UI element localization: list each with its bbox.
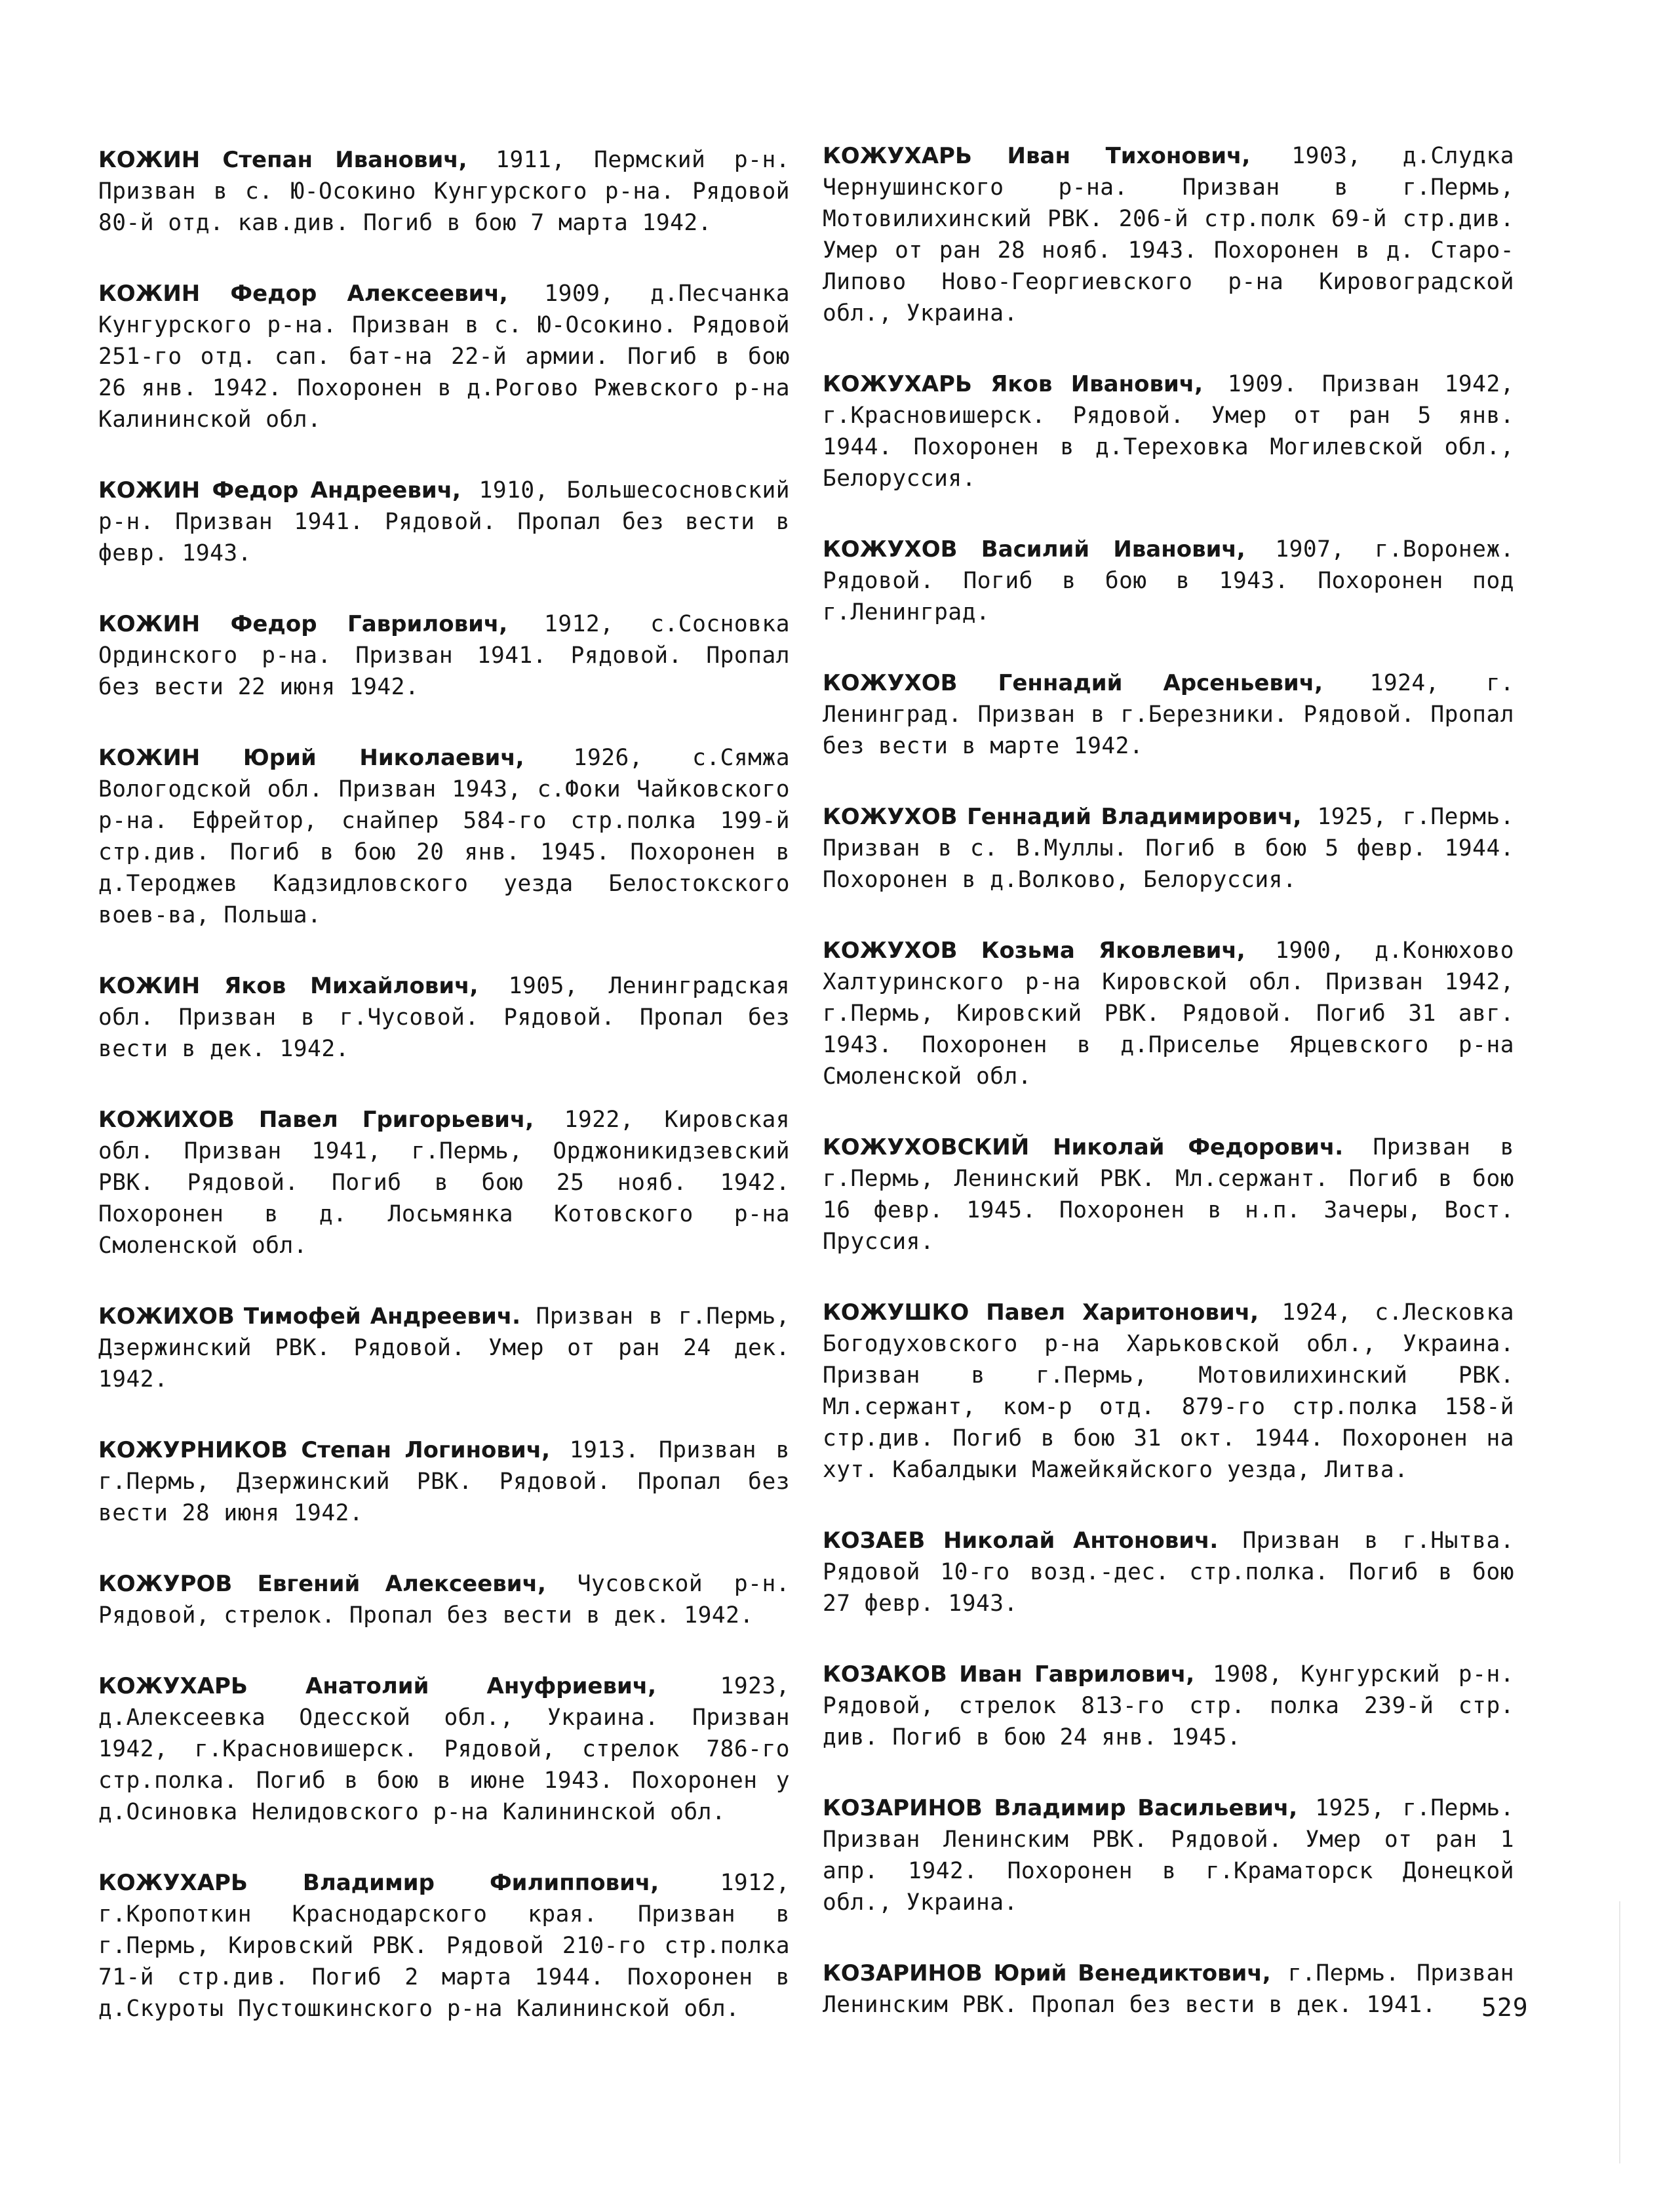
entry-name: КОЖУХОВ Геннадий Арсеньевич, bbox=[823, 670, 1323, 696]
entry-name: КОЖУХАРЬ Иван Тихонович, bbox=[823, 143, 1251, 169]
scan-margin-line bbox=[1619, 1901, 1620, 2163]
entry-text: 1910, Большесосновский р-н. Призван 1941. Рядовой. Пропал без вести в февр. 1943. bbox=[98, 477, 790, 566]
entry-text: 1924, с.Лесковка Богодуховского р-на Харьковской обл., Украина. Призван в г.Пермь, Мотовилихинский РВК. Мл.сержант, ком-р отд. 879-го стр.полка 158-й стр.див. Погиб в бою 31 окт. 1944. Похоронен на хут. Кабалдыки Мажейкяйского уезда, Литва. bbox=[823, 1299, 1514, 1483]
entry bbox=[98, 1670, 790, 1828]
entry bbox=[823, 1792, 1514, 1918]
entry-text: Призван в г.Нытва. Рядовой 10-го возд.-дес. стр.полка. Погиб в бою 27 февр. 1943. bbox=[823, 1528, 1514, 1617]
entry-name: КОЖИН Яков Михайлович, bbox=[98, 973, 479, 999]
entry-name: КОЖИН Федор Гаврилович, bbox=[98, 611, 508, 637]
entry-name: КОЗАЕВ Николай Антонович. bbox=[823, 1528, 1219, 1554]
entry-text: 1923, д.Алексеевка Одесской обл., Украина. Призван 1942, г.Красновишерск. Рядовой, стрелок 786-го стр.полка. Погиб в бою в июне 1943. Похоронен у д.Осиновка Нелидовского р-на Калининской обл. bbox=[98, 1673, 790, 1825]
entry-name: КОЖИХОВ Павел Григорьевич, bbox=[98, 1107, 534, 1133]
entry-name: КОЖУРНИКОВ Степан Логинович, bbox=[98, 1437, 551, 1463]
entry-text: 1913. Призван в г.Пермь, Дзержинский РВК. Рядовой. Пропал без вести 28 июня 1942. bbox=[98, 1437, 790, 1526]
entry bbox=[98, 1568, 790, 1631]
entry bbox=[823, 1297, 1514, 1486]
entry-text: 1924, г. Ленинград. Призван в г.Березники. Рядовой. Пропал без вести в марте 1942. bbox=[823, 670, 1514, 759]
entry-text: 1912, г.Кропоткин Краснодарского края. Призван в г.Пермь, Кировский РВК. Рядовой 210-го стр.полка 71-й стр.див. Погиб 2 марта 1944. Похоронен в д.Скуроты Пустошкинского р-на Калининской обл. bbox=[98, 1870, 790, 2022]
entry-name: КОЖИХОВ Тимофей Андреевич. bbox=[98, 1303, 521, 1330]
entry-name: КОЖУХОВ Василий Иванович, bbox=[823, 536, 1245, 563]
entry-name: КОЗАРИНОВ Юрий Венедиктович, bbox=[823, 1960, 1271, 1986]
entry bbox=[98, 1301, 790, 1395]
entry bbox=[823, 1525, 1514, 1619]
entry bbox=[823, 368, 1514, 494]
entry-name: КОЖУШКО Павел Харитонович, bbox=[823, 1299, 1259, 1326]
page-number: 529 bbox=[1481, 1993, 1529, 2022]
entry-name: КОЖУХОВ Козьма Яковлевич, bbox=[823, 938, 1245, 964]
entry-text: 1903, д.Слудка Чернушинского р-на. Призван в г.Пермь, Мотовилихинский РВК. 206-й стр.полк 69-й стр.див. Умер от ран 28 нояб. 1943. Похоронен в д. Старо-Липово Ново-Георгиевского р-на Кировоградской обл., Украина. bbox=[823, 143, 1514, 326]
entry-text: 1922, Кировская обл. Призван 1941, г.Пермь, Орджоникидзевский РВК. Рядовой. Погиб в бою 25 нояб. 1942. Похоронен в д. Лосьмянка Котовского р-на Смоленской обл. bbox=[98, 1107, 791, 1259]
entry bbox=[823, 1958, 1514, 2021]
entry-name: КОЗАРИНОВ Владимир Васильевич, bbox=[823, 1795, 1298, 1821]
entry-name: КОЖИН Юрий Николаевич, bbox=[98, 745, 524, 771]
entry-text: Чусовской р-н. Рядовой, стрелок. Пропал без вести в дек. 1942. bbox=[98, 1571, 790, 1629]
entry-text: Призван в г.Пермь, Дзержинский РВК. Рядовой. Умер от ран 24 дек. 1942. bbox=[98, 1303, 791, 1392]
entry bbox=[98, 1867, 790, 2024]
entry-text: 1909. Призван 1942, г.Красновишерск. Рядовой. Умер от ран 5 янв. 1944. Похоронен в д.Тереховка Могилевской обл., Белоруссия. bbox=[823, 371, 1514, 492]
entry bbox=[98, 1434, 790, 1529]
entry-name: КОЖИН Степан Иванович, bbox=[98, 147, 467, 173]
entry bbox=[98, 278, 790, 435]
entry bbox=[823, 1659, 1514, 1753]
entry bbox=[823, 1132, 1514, 1257]
entry-text: 1900, д.Конюхово Халтуринского р-на Кировской обл. Призван 1942, г.Пермь, Кировский РВК. Рядовой. Погиб 31 авг. 1943. Похоронен в д.Приселье Ярцевского р-на Смоленской обл. bbox=[823, 938, 1514, 1090]
left-column bbox=[98, 144, 790, 2064]
entry bbox=[98, 742, 790, 931]
entry bbox=[98, 1104, 790, 1261]
entry-text: Призван в г.Пермь, Ленинский РВК. Мл.сержант. Погиб в бою 16 февр. 1945. Похоронен в н.п. Зачеры, Вост. Пруссия. bbox=[823, 1134, 1514, 1255]
entry-name: КОЖИН Федор Андреевич, bbox=[98, 477, 461, 504]
entry-name: КОЖУХОВ Геннадий Владимирович, bbox=[823, 804, 1302, 830]
entry bbox=[823, 534, 1514, 628]
entry bbox=[823, 801, 1514, 896]
entry-text: 1905, Ленинградская обл. Призван в г.Чусовой. Рядовой. Пропал без вести в дек. 1942. bbox=[98, 973, 790, 1062]
entry bbox=[98, 970, 790, 1065]
entry-text: 1908, Кунгурский р-н. Рядовой, стрелок 813-го стр. полка 239-й стр. див. Погиб в бою 24 янв. 1945. bbox=[823, 1661, 1515, 1750]
entry bbox=[823, 935, 1514, 1092]
entry-text: 1907, г.Воронеж. Рядовой. Погиб в бою в 1943. Похоронен под г.Ленинград. bbox=[823, 536, 1514, 625]
entry-text: г.Пермь. Призван Ленинским РВК. Пропал без вести в дек. 1941. bbox=[823, 1960, 1514, 2018]
right-column bbox=[823, 140, 1514, 2060]
entry-text: 1925, г.Пермь. Призван в с. В.Муллы. Погиб в бою 5 февр. 1944. Похоронен в д.Волково, Белоруссия. bbox=[823, 804, 1514, 893]
entry-text: 1909, д.Песчанка Кунгурского р-на. Призван в с. Ю-Осокино. Рядовой 251-го отд. сап. бат-на 22-й армии. Погиб в бою 26 янв. 1942. Похоронен в д.Рогово Ржевского р-на Калининской обл. bbox=[98, 281, 790, 433]
entry-text: 1925, г.Пермь. Призван Ленинским РВК. Рядовой. Умер от ран 1 апр. 1942. Похоронен в г.Краматорск Донецкой обл., Украина. bbox=[823, 1795, 1515, 1916]
entry-name: КОЖУХОВСКИЙ Николай Федорович. bbox=[823, 1134, 1344, 1160]
entry-name: КОЖИН Федор Алексеевич, bbox=[98, 281, 508, 307]
entry-name: КОЖУХАРЬ Владимир Филиппович, bbox=[98, 1870, 659, 1896]
entry-text: 1911, Пермский р-н. Призван в с. Ю-Осокино Кунгурского р-на. Рядовой 80-й отд. кав.див. Погиб в бою 7 марта 1942. bbox=[98, 147, 790, 236]
entry bbox=[98, 475, 790, 569]
entry bbox=[98, 144, 790, 239]
entry-text: 1912, с.Сосновка Ординского р-на. Призван 1941. Рядовой. Пропал без вести 22 июня 1942. bbox=[98, 611, 790, 700]
entry-name: КОЖУХАРЬ Яков Иванович, bbox=[823, 371, 1203, 397]
entry bbox=[98, 608, 790, 703]
entry-name: КОЖУРОВ Евгений Алексеевич, bbox=[98, 1571, 546, 1597]
entry bbox=[823, 140, 1514, 329]
entry-name: КОЖУХАРЬ Анатолий Ануфриевич, bbox=[98, 1673, 657, 1699]
entry bbox=[823, 667, 1514, 762]
entry-text: 1926, с.Сямжа Вологодской обл. Призван 1943, с.Фоки Чайковского р-на. Ефрейтор, снайпер 584-го стр.полка 199-й стр.див. Погиб в бою 20 янв. 1945. Похоронен в д.Тероджев Кадзидловского уезда Белостокского воев-ва, Польша. bbox=[98, 745, 790, 928]
entry-name: КОЗАКОВ Иван Гаврилович, bbox=[823, 1661, 1195, 1688]
